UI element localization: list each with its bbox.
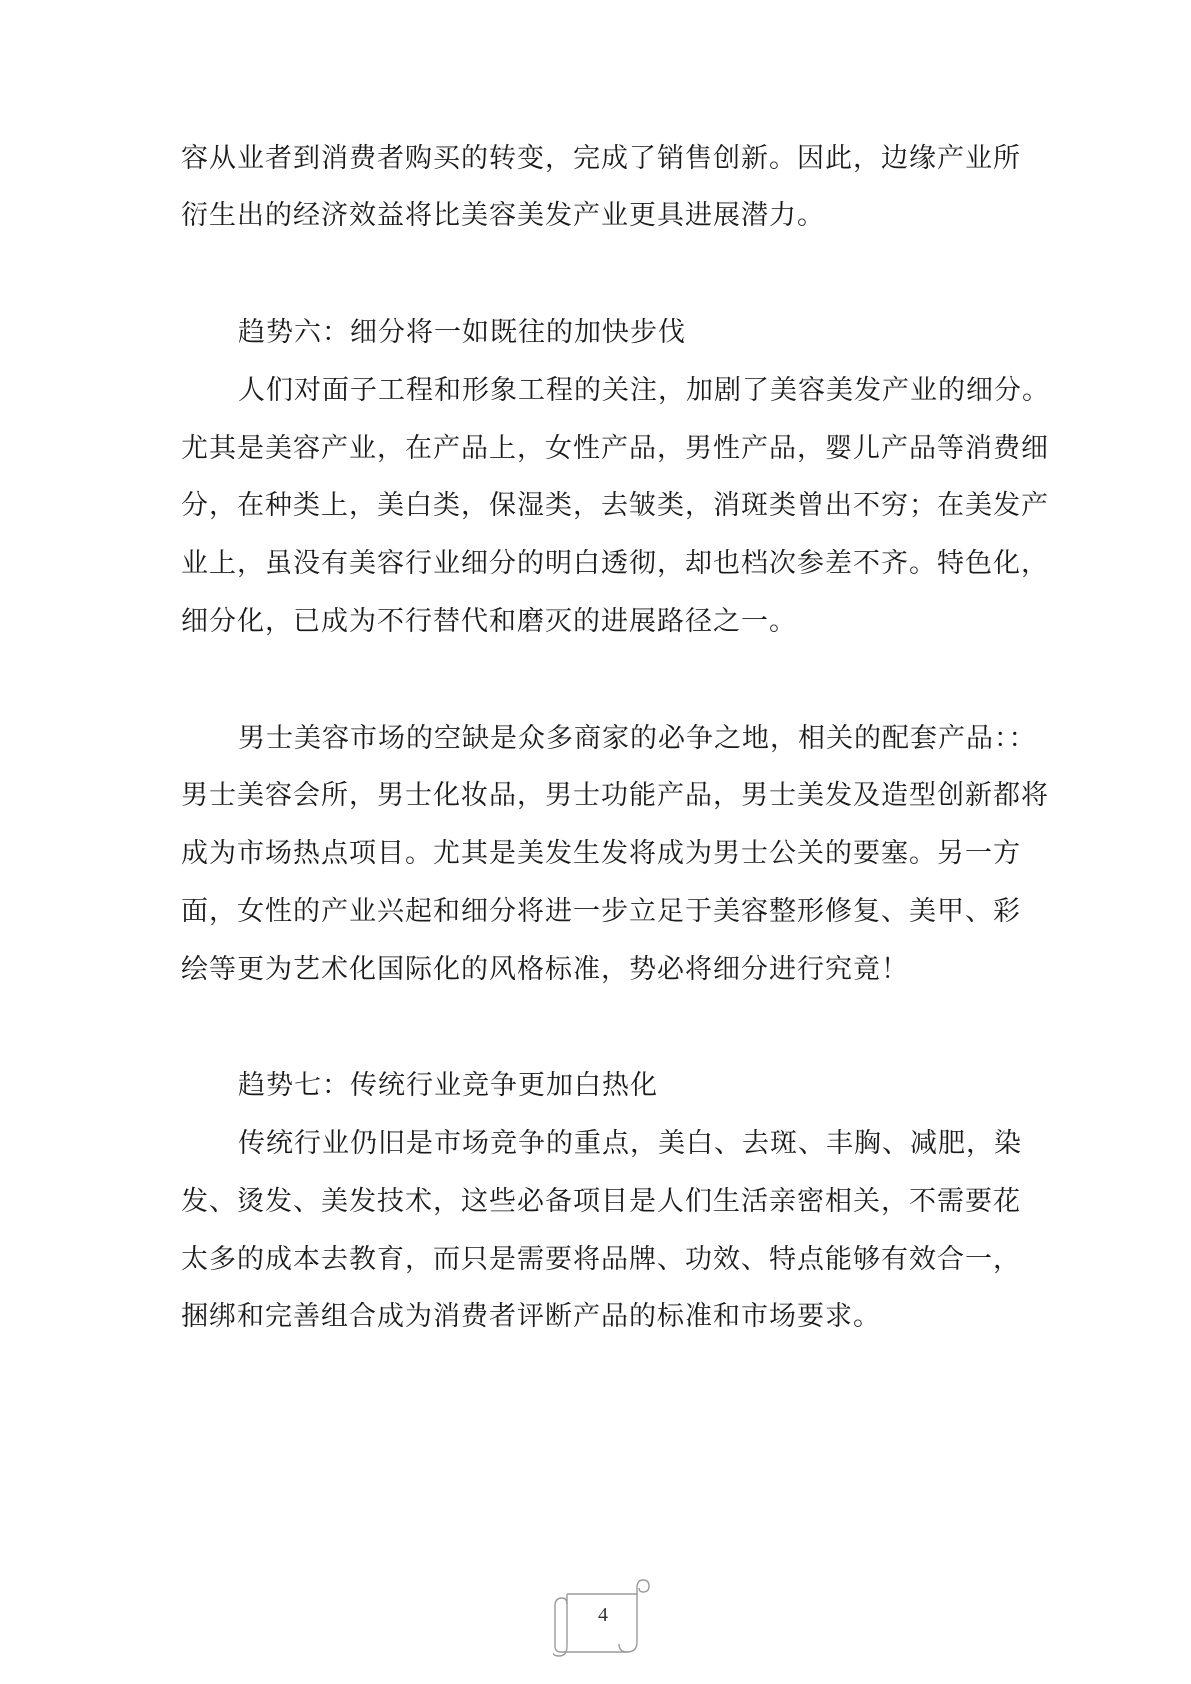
- section-heading-trend-7: 趋势七：传统行业竞争更加白热化: [238, 1070, 658, 1101]
- paragraph-line: 业上，虽没有美容行业细分的明白透彻，却也档次参差不齐。特色化，: [181, 548, 1049, 579]
- paragraph-line: 男士美容市场的空缺是众多商家的必争之地，相关的配套产品：：: [238, 723, 1037, 754]
- paragraph-line: 发、烫发、美发技术，这些必备项目是人们生活亲密相关，不需要花: [181, 1186, 1021, 1217]
- section-heading-trend-6: 趋势六：细分将一如既往的加快步伐: [238, 317, 686, 348]
- paragraph-line: 人们对面子工程和形象工程的关注，加剧了美容美发产业的细分。: [238, 375, 1050, 406]
- paragraph-line: 传统行业仍旧是市场竞争的重点，美白、去斑、丰胸、减肥，染: [238, 1128, 1022, 1159]
- paragraph-line: 成为市场热点项目。尤其是美发生发将成为男士公关的要塞。另一方: [181, 838, 1021, 869]
- page-number: 4: [598, 1604, 608, 1626]
- paragraph-line: 细分化，已成为不行替代和磨灭的进展路径之一。: [181, 606, 797, 637]
- paragraph-line: 衍生出的经济效益将比美容美发产业更具进展潜力。: [181, 200, 825, 231]
- paragraph-line: 男士美容会所，男士化妆品，男士功能产品，男士美发及造型创新都将: [181, 780, 1049, 811]
- paragraph-line: 绘等更为艺术化国际化的风格标准，势必将细分进行究竟！: [181, 954, 909, 985]
- paragraph-line: 尤其是美容产业，在产品上，女性产品，男性产品，婴儿产品等消费细: [181, 433, 1049, 464]
- paragraph-line: 捆绑和完善组合成为消费者评断产品的标准和市场要求。: [181, 1301, 881, 1332]
- page-number-scroll: [553, 1576, 653, 1660]
- paragraph-line: 太多的成本去教育，而只是需要将品牌、功效、特点能够有效合一，: [181, 1244, 1021, 1275]
- paragraph-line: 分，在种类上，美白类，保湿类，去皱类，消斑类曾出不穷；在美发产: [181, 490, 1049, 521]
- paragraph-line: 容从业者到消费者购买的转变，完成了销售创新。因此，边缘产业所: [181, 143, 1021, 174]
- paragraph-line: 面，女性的产业兴起和细分将进一步立足于美容整形修复、美甲、彩: [181, 896, 1021, 927]
